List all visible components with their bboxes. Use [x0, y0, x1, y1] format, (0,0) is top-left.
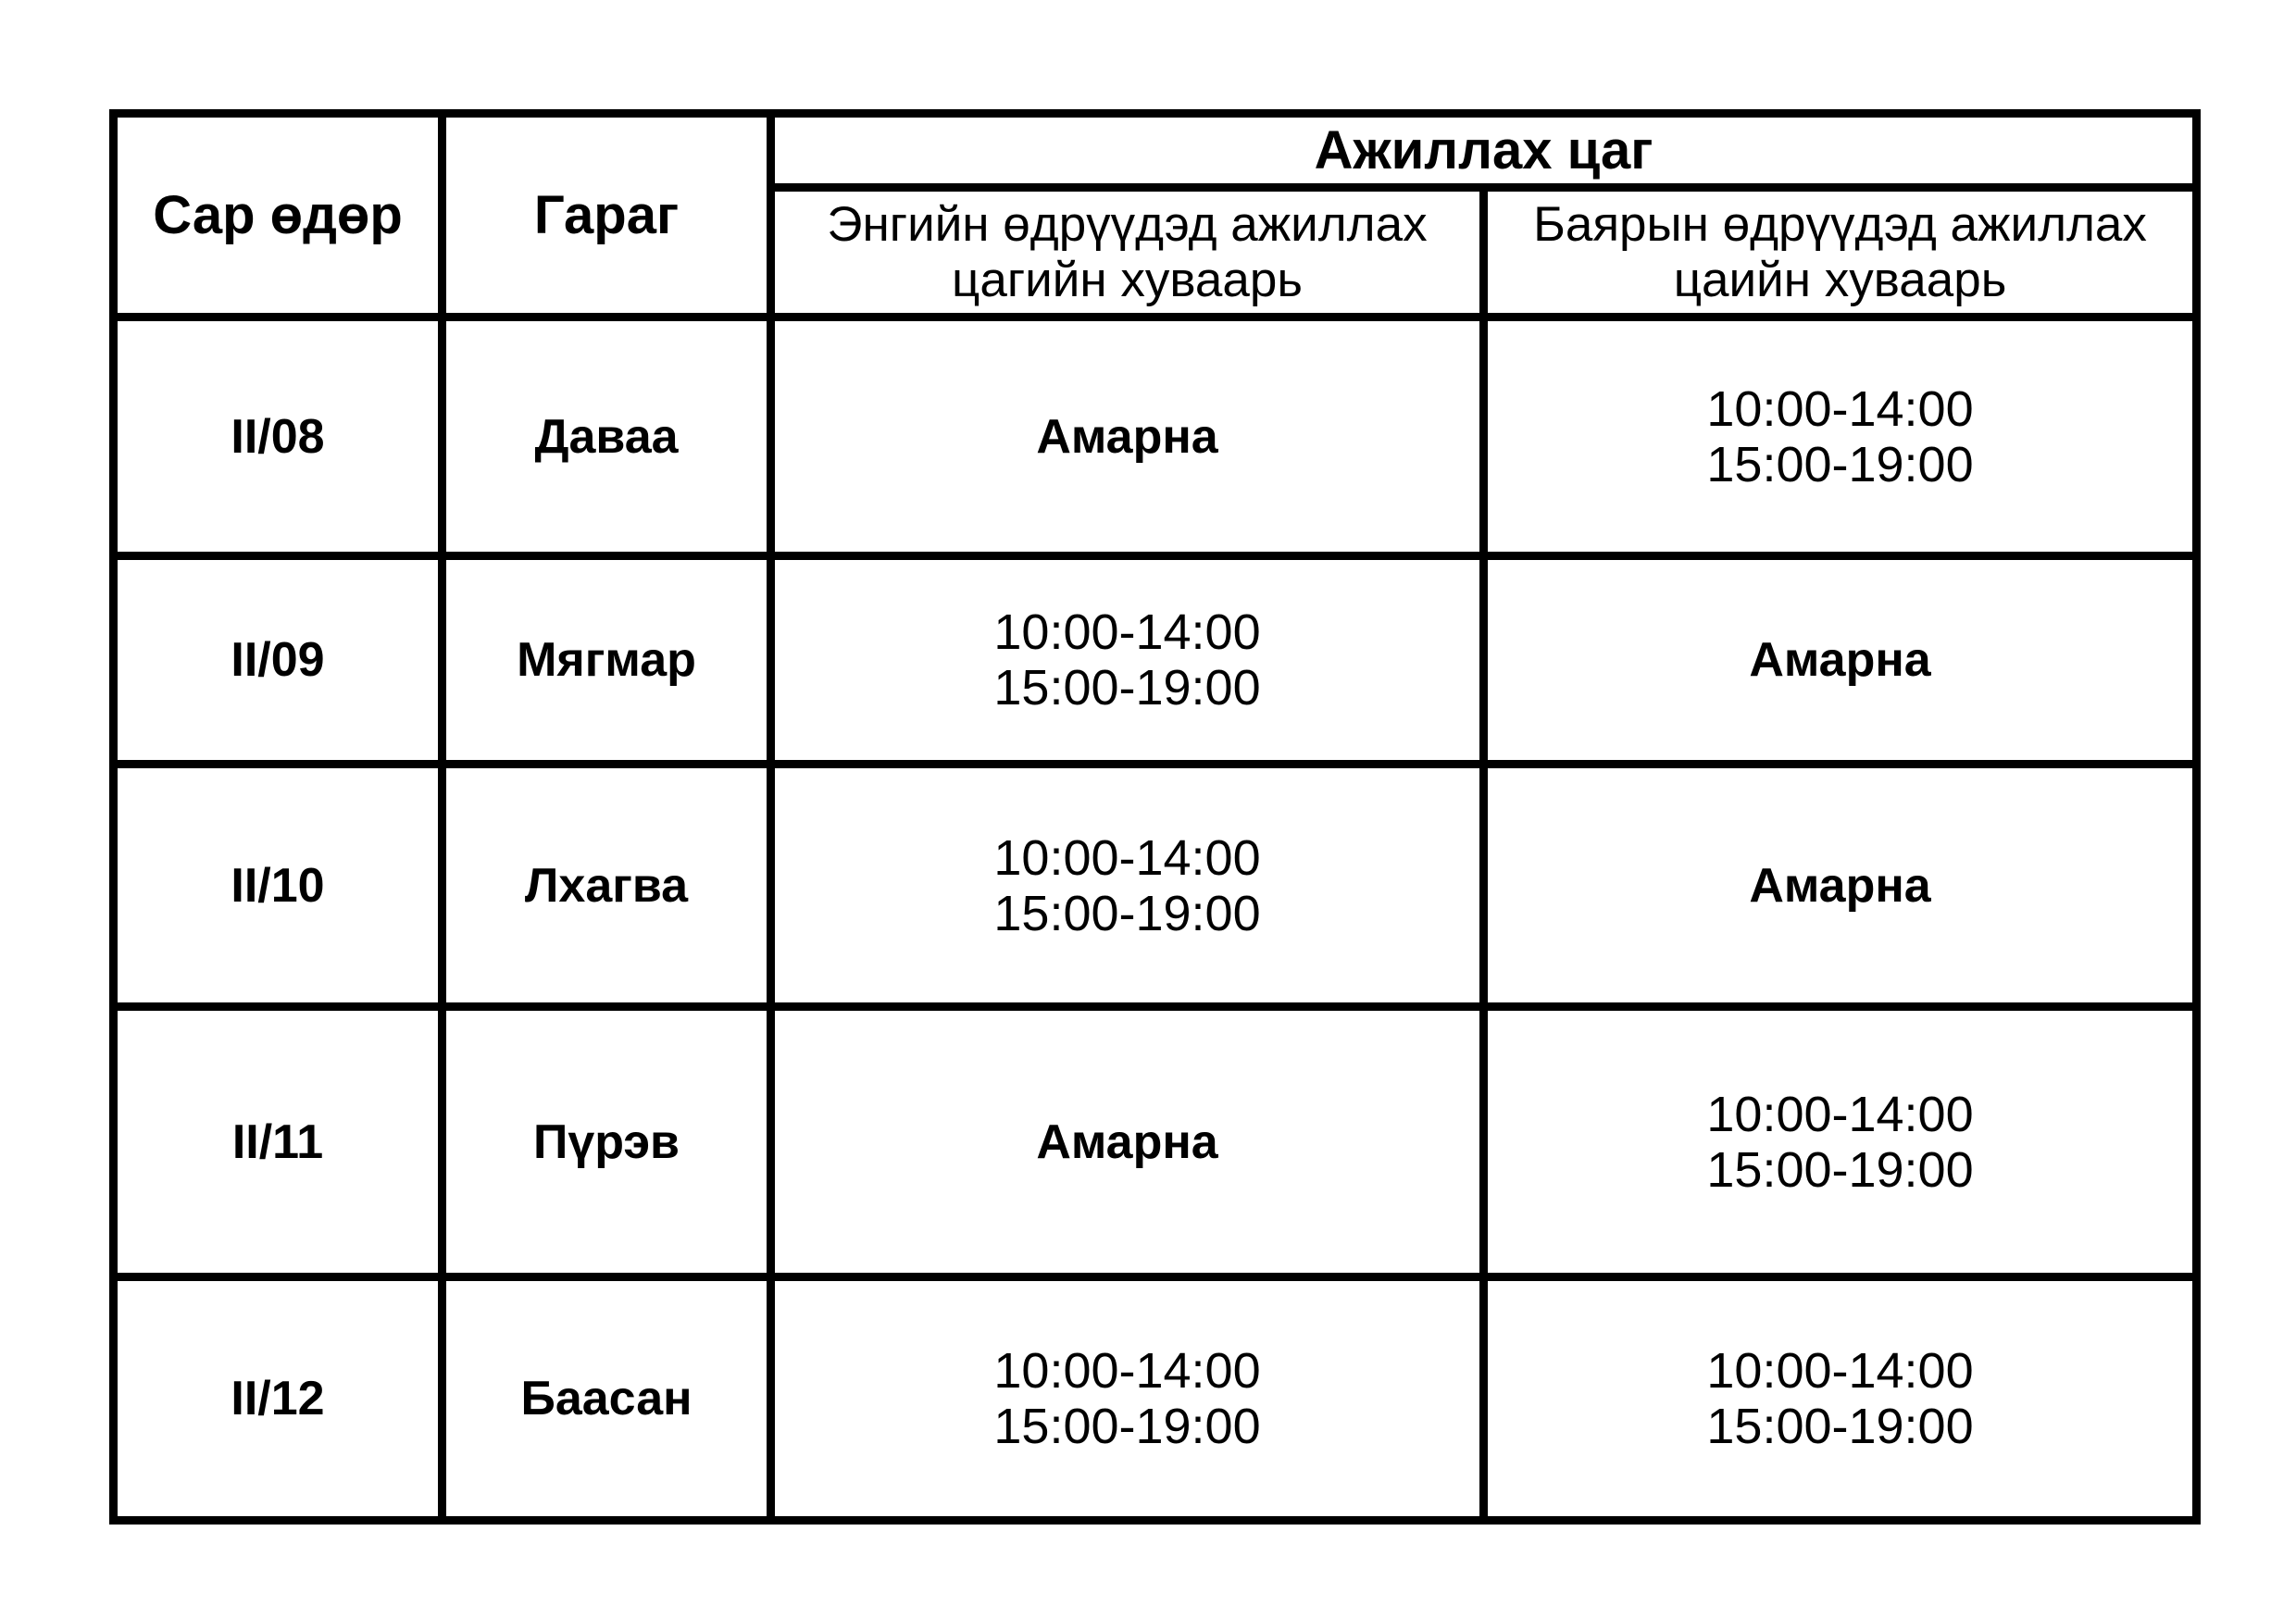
schedule-table: [109, 109, 2201, 1525]
table-row: [114, 1277, 2197, 1521]
header-regular: [771, 188, 1484, 317]
regular-cell: [771, 1277, 1484, 1521]
table-row: [114, 317, 2197, 556]
header-row-top: [114, 114, 2197, 188]
time-range: 15:00-19:00: [993, 660, 1261, 716]
header-date: Сар өдөр: [114, 114, 443, 317]
time-range: 10:00-14:00: [1706, 1086, 1974, 1142]
date-cell: II/09: [114, 556, 443, 765]
holiday-cell: [1484, 1277, 2197, 1521]
header-holiday: [1484, 188, 2197, 317]
holiday-cell: Амарна: [1484, 556, 2197, 765]
weekday-cell: Лхагва: [443, 765, 771, 1007]
header-holiday-line-2: цаийн хуваарь: [1673, 252, 2007, 307]
table-row: [114, 765, 2197, 1007]
weekday-cell: Пүрэв: [443, 1007, 771, 1277]
time-range: 15:00-19:00: [993, 1399, 1261, 1454]
date-cell: II/08: [114, 317, 443, 556]
time-range: 15:00-19:00: [1706, 436, 1974, 492]
header-hours: Ажиллах цаг: [771, 114, 2197, 188]
header-weekday: Гараг: [443, 114, 771, 317]
date-cell: II/11: [114, 1007, 443, 1277]
header-regular-line-2: цагийн хуваарь: [952, 252, 1303, 307]
time-range: 15:00-19:00: [1706, 1141, 1974, 1198]
time-range: 10:00-14:00: [993, 604, 1261, 660]
time-range: 10:00-14:00: [993, 829, 1261, 886]
time-range: 15:00-19:00: [1706, 1399, 1974, 1454]
weekday-cell: Даваа: [443, 317, 771, 556]
table-row: [114, 556, 2197, 765]
date-cell: II/12: [114, 1277, 443, 1521]
holiday-cell: [1484, 317, 2197, 556]
header-regular-line-1: Энгийн өдрүүдэд ажиллах: [827, 196, 1428, 252]
regular-cell: [771, 765, 1484, 1007]
date-cell: II/10: [114, 765, 443, 1007]
time-range: 15:00-19:00: [993, 885, 1261, 941]
regular-cell: Амарна: [771, 1007, 1484, 1277]
regular-cell: Амарна: [771, 317, 1484, 556]
weekday-cell: Мягмар: [443, 556, 771, 765]
holiday-cell: Амарна: [1484, 765, 2197, 1007]
holiday-cell: [1484, 1007, 2197, 1277]
time-range: 10:00-14:00: [1706, 380, 1974, 437]
table-row: [114, 1007, 2197, 1277]
time-range: 10:00-14:00: [1706, 1343, 1974, 1399]
regular-cell: [771, 556, 1484, 765]
header-holiday-line-1: Баярын өдрүүдэд ажиллах: [1533, 196, 2147, 252]
weekday-cell: Баасан: [443, 1277, 771, 1521]
time-range: 10:00-14:00: [993, 1343, 1261, 1399]
